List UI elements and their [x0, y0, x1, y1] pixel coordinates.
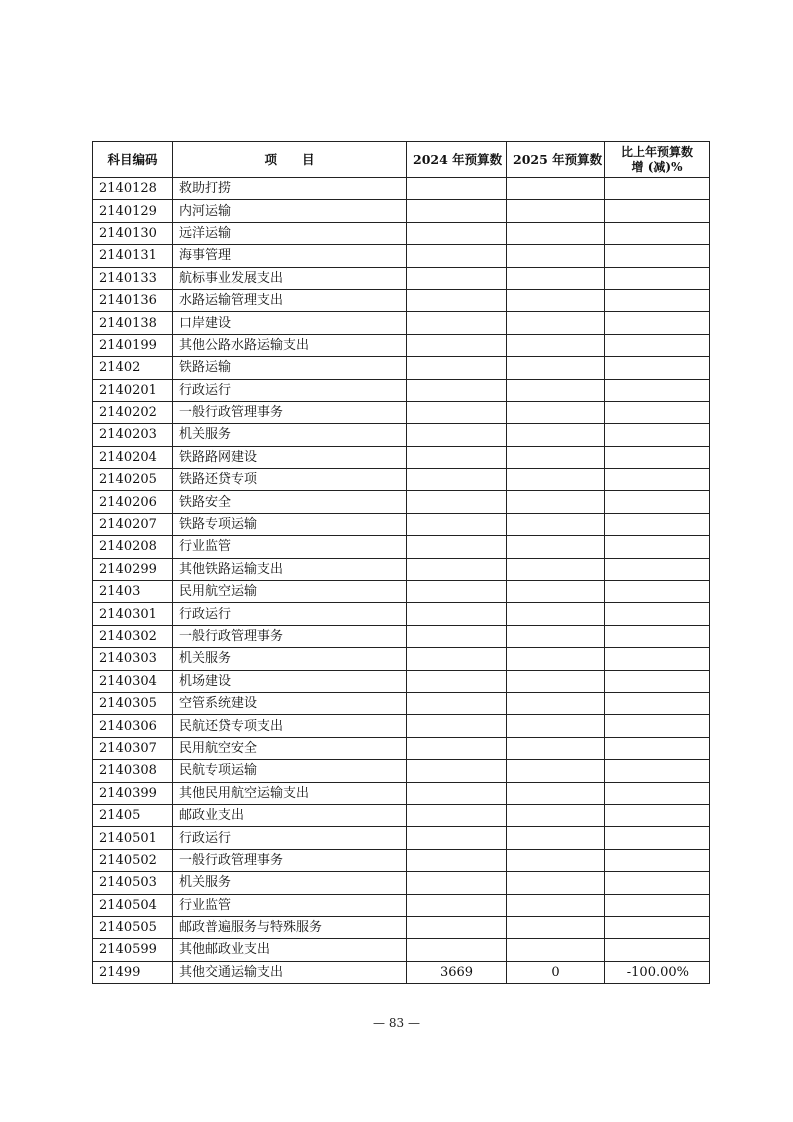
cell-code: 2140208	[93, 536, 173, 558]
cell-budget-2025	[507, 312, 605, 334]
cell-change-pct	[605, 916, 710, 938]
cell-change-pct	[605, 334, 710, 356]
cell-change-pct	[605, 178, 710, 200]
cell-change-pct	[605, 267, 710, 289]
cell-item: 航标事业发展支出	[173, 267, 407, 289]
cell-code: 21402	[93, 357, 173, 379]
table-row	[93, 581, 710, 603]
cell-budget-2024	[407, 939, 507, 961]
cell-change-pct	[605, 312, 710, 334]
cell-budget-2025	[507, 491, 605, 513]
cell-budget-2024	[407, 894, 507, 916]
table-row	[93, 737, 710, 759]
cell-budget-2025	[507, 894, 605, 916]
cell-budget-2024	[407, 692, 507, 714]
table-row	[93, 424, 710, 446]
cell-budget-2025	[507, 581, 605, 603]
cell-code: 2140202	[93, 401, 173, 423]
cell-item: 民用航空运输	[173, 581, 407, 603]
table-row	[93, 692, 710, 714]
cell-budget-2024	[407, 312, 507, 334]
cell-change-pct	[605, 894, 710, 916]
table-row	[93, 804, 710, 826]
cell-budget-2024	[407, 469, 507, 491]
cell-budget-2025	[507, 849, 605, 871]
cell-item: 远洋运输	[173, 222, 407, 244]
cell-budget-2024	[407, 648, 507, 670]
cell-budget-2025	[507, 737, 605, 759]
cell-code: 2140306	[93, 715, 173, 737]
cell-change-pct	[605, 289, 710, 311]
table-row	[93, 401, 710, 423]
cell-change-pct	[605, 379, 710, 401]
header-change-line1: 比上年预算数	[620, 144, 693, 159]
cell-code: 21405	[93, 804, 173, 826]
cell-budget-2024	[407, 379, 507, 401]
cell-code: 2140131	[93, 245, 173, 267]
cell-budget-2025	[507, 715, 605, 737]
cell-budget-2025	[507, 536, 605, 558]
cell-change-pct	[605, 536, 710, 558]
cell-budget-2025	[507, 692, 605, 714]
cell-item: 水路运输管理支出	[173, 289, 407, 311]
cell-item: 行业监管	[173, 894, 407, 916]
cell-item: 一般行政管理事务	[173, 849, 407, 871]
cell-change-pct: -100.00%	[605, 961, 710, 983]
table-row	[93, 491, 710, 513]
cell-budget-2024	[407, 245, 507, 267]
cell-code: 2140504	[93, 894, 173, 916]
cell-budget-2025	[507, 916, 605, 938]
header-change-pct	[605, 142, 710, 178]
cell-budget-2024	[407, 424, 507, 446]
cell-budget-2024	[407, 200, 507, 222]
cell-budget-2025	[507, 625, 605, 647]
cell-budget-2024	[407, 401, 507, 423]
cell-budget-2025	[507, 357, 605, 379]
cell-change-pct	[605, 469, 710, 491]
cell-item: 行业监管	[173, 536, 407, 558]
cell-code: 2140505	[93, 916, 173, 938]
table-row	[93, 916, 710, 938]
cell-budget-2025	[507, 782, 605, 804]
cell-item: 邮政普遍服务与特殊服务	[173, 916, 407, 938]
cell-code: 2140136	[93, 289, 173, 311]
cell-code: 2140308	[93, 760, 173, 782]
cell-budget-2024	[407, 872, 507, 894]
cell-budget-2024	[407, 491, 507, 513]
cell-budget-2025	[507, 804, 605, 826]
cell-code: 2140503	[93, 872, 173, 894]
cell-change-pct	[605, 782, 710, 804]
cell-code: 2140502	[93, 849, 173, 871]
table-row	[93, 289, 710, 311]
cell-item: 其他交通运输支出	[173, 961, 407, 983]
cell-budget-2024	[407, 357, 507, 379]
table-row	[93, 334, 710, 356]
cell-change-pct	[605, 692, 710, 714]
cell-item: 机关服务	[173, 872, 407, 894]
cell-item: 海事管理	[173, 245, 407, 267]
cell-budget-2024	[407, 581, 507, 603]
cell-item: 机场建设	[173, 670, 407, 692]
cell-change-pct	[605, 939, 710, 961]
table-row	[93, 267, 710, 289]
cell-budget-2024	[407, 849, 507, 871]
cell-code: 2140201	[93, 379, 173, 401]
cell-code: 2140304	[93, 670, 173, 692]
table-body	[93, 178, 710, 984]
cell-item: 其他铁路运输支出	[173, 558, 407, 580]
table-row	[93, 379, 710, 401]
cell-budget-2025	[507, 670, 605, 692]
budget-table	[92, 141, 710, 984]
cell-code: 2140307	[93, 737, 173, 759]
cell-budget-2024: 3669	[407, 961, 507, 983]
cell-change-pct	[605, 670, 710, 692]
cell-item: 民航专项运输	[173, 760, 407, 782]
cell-code: 2140303	[93, 648, 173, 670]
cell-budget-2024	[407, 334, 507, 356]
cell-budget-2025	[507, 872, 605, 894]
cell-item: 空管系统建设	[173, 692, 407, 714]
cell-budget-2024	[407, 760, 507, 782]
cell-budget-2025	[507, 178, 605, 200]
cell-budget-2024	[407, 178, 507, 200]
cell-item: 口岸建设	[173, 312, 407, 334]
cell-item: 行政运行	[173, 603, 407, 625]
table-row	[93, 178, 710, 200]
cell-budget-2025	[507, 289, 605, 311]
cell-budget-2024	[407, 603, 507, 625]
header-row	[93, 142, 710, 178]
cell-item: 一般行政管理事务	[173, 625, 407, 647]
cell-budget-2025	[507, 267, 605, 289]
cell-code: 2140299	[93, 558, 173, 580]
cell-budget-2025	[507, 513, 605, 535]
table-row	[93, 469, 710, 491]
cell-change-pct	[605, 715, 710, 737]
table-row	[93, 558, 710, 580]
cell-item: 救助打捞	[173, 178, 407, 200]
table-row	[93, 715, 710, 737]
cell-item: 民航还贷专项支出	[173, 715, 407, 737]
cell-item: 机关服务	[173, 648, 407, 670]
cell-code: 2140599	[93, 939, 173, 961]
cell-change-pct	[605, 625, 710, 647]
cell-code: 2140129	[93, 200, 173, 222]
cell-change-pct	[605, 491, 710, 513]
cell-budget-2025	[507, 648, 605, 670]
cell-code: 2140199	[93, 334, 173, 356]
cell-item: 一般行政管理事务	[173, 401, 407, 423]
cell-budget-2025	[507, 446, 605, 468]
table-row	[93, 894, 710, 916]
table-row	[93, 513, 710, 535]
header-budget-2025: 2025 年预算数	[507, 142, 605, 178]
cell-item: 其他公路水路运输支出	[173, 334, 407, 356]
cell-change-pct	[605, 872, 710, 894]
cell-code: 2140206	[93, 491, 173, 513]
cell-budget-2024	[407, 222, 507, 244]
cell-change-pct	[605, 849, 710, 871]
cell-code: 2140130	[93, 222, 173, 244]
cell-change-pct	[605, 581, 710, 603]
cell-budget-2025	[507, 424, 605, 446]
cell-change-pct	[605, 827, 710, 849]
cell-code: 2140204	[93, 446, 173, 468]
cell-budget-2025	[507, 603, 605, 625]
cell-code: 2140302	[93, 625, 173, 647]
cell-change-pct	[605, 245, 710, 267]
cell-code: 2140399	[93, 782, 173, 804]
cell-budget-2024	[407, 804, 507, 826]
cell-budget-2024	[407, 670, 507, 692]
table-row	[93, 827, 710, 849]
cell-item: 铁路还贷专项	[173, 469, 407, 491]
cell-budget-2025: 0	[507, 961, 605, 983]
cell-budget-2024	[407, 513, 507, 535]
table-row	[93, 200, 710, 222]
cell-item: 内河运输	[173, 200, 407, 222]
cell-budget-2025	[507, 827, 605, 849]
table-row	[93, 782, 710, 804]
cell-budget-2025	[507, 939, 605, 961]
cell-budget-2025	[507, 401, 605, 423]
table-row	[93, 357, 710, 379]
cell-budget-2025	[507, 245, 605, 267]
cell-code: 2140203	[93, 424, 173, 446]
cell-item: 邮政业支出	[173, 804, 407, 826]
cell-budget-2024	[407, 558, 507, 580]
cell-item: 铁路运输	[173, 357, 407, 379]
cell-change-pct	[605, 558, 710, 580]
cell-item: 行政运行	[173, 379, 407, 401]
cell-budget-2025	[507, 334, 605, 356]
table-row	[93, 648, 710, 670]
table-row	[93, 849, 710, 871]
table-row	[93, 939, 710, 961]
cell-change-pct	[605, 513, 710, 535]
table-row	[93, 603, 710, 625]
cell-item: 其他邮政业支出	[173, 939, 407, 961]
cell-budget-2025	[507, 760, 605, 782]
cell-item: 铁路路网建设	[173, 446, 407, 468]
cell-item: 民用航空安全	[173, 737, 407, 759]
table-row	[93, 872, 710, 894]
cell-change-pct	[605, 222, 710, 244]
cell-code: 21499	[93, 961, 173, 983]
table-row	[93, 536, 710, 558]
cell-code: 2140138	[93, 312, 173, 334]
cell-change-pct	[605, 760, 710, 782]
header-change-line2: 增 (减)%	[631, 159, 683, 174]
cell-code: 2140207	[93, 513, 173, 535]
cell-budget-2024	[407, 625, 507, 647]
cell-change-pct	[605, 401, 710, 423]
cell-budget-2024	[407, 446, 507, 468]
cell-budget-2025	[507, 558, 605, 580]
cell-change-pct	[605, 424, 710, 446]
cell-budget-2024	[407, 715, 507, 737]
cell-change-pct	[605, 648, 710, 670]
cell-change-pct	[605, 737, 710, 759]
cell-code: 21403	[93, 581, 173, 603]
cell-code: 2140501	[93, 827, 173, 849]
table-row	[93, 245, 710, 267]
cell-change-pct	[605, 603, 710, 625]
table-row	[93, 961, 710, 983]
cell-item: 机关服务	[173, 424, 407, 446]
cell-item: 行政运行	[173, 827, 407, 849]
cell-item: 其他民用航空运输支出	[173, 782, 407, 804]
cell-budget-2025	[507, 469, 605, 491]
header-code: 科目编码	[93, 142, 173, 178]
cell-budget-2025	[507, 222, 605, 244]
cell-budget-2024	[407, 782, 507, 804]
cell-code: 2140133	[93, 267, 173, 289]
cell-budget-2024	[407, 536, 507, 558]
page-number: — 83 —	[373, 1016, 420, 1030]
table-row	[93, 670, 710, 692]
cell-change-pct	[605, 446, 710, 468]
cell-budget-2025	[507, 379, 605, 401]
cell-code: 2140205	[93, 469, 173, 491]
cell-budget-2024	[407, 827, 507, 849]
header-budget-2024: 2024 年预算数	[407, 142, 507, 178]
table-row	[93, 625, 710, 647]
cell-code: 2140301	[93, 603, 173, 625]
cell-budget-2025	[507, 200, 605, 222]
cell-budget-2024	[407, 289, 507, 311]
table-row	[93, 312, 710, 334]
table-row	[93, 760, 710, 782]
cell-change-pct	[605, 804, 710, 826]
cell-code: 2140305	[93, 692, 173, 714]
cell-budget-2024	[407, 267, 507, 289]
header-item: 项 目	[173, 142, 407, 178]
cell-budget-2024	[407, 737, 507, 759]
cell-code: 2140128	[93, 178, 173, 200]
table-row	[93, 222, 710, 244]
cell-item: 铁路安全	[173, 491, 407, 513]
cell-change-pct	[605, 200, 710, 222]
cell-change-pct	[605, 357, 710, 379]
table-row	[93, 446, 710, 468]
table-header	[93, 142, 710, 178]
cell-item: 铁路专项运输	[173, 513, 407, 535]
cell-budget-2024	[407, 916, 507, 938]
